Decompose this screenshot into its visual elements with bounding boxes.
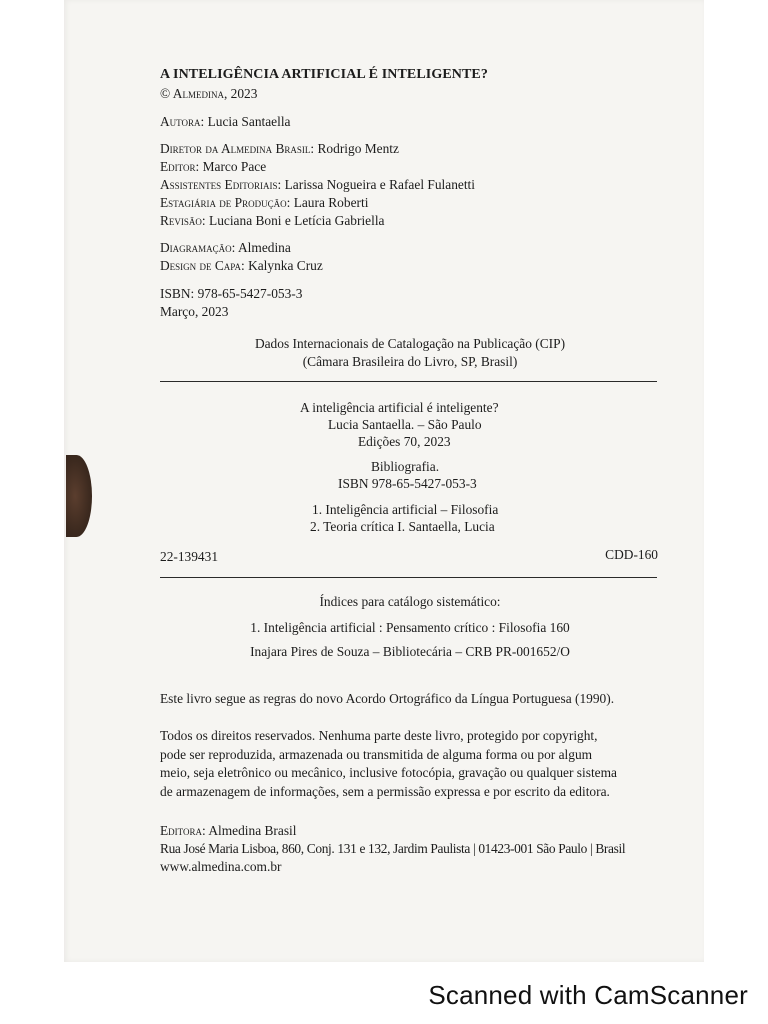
- cip-top-rule: [160, 381, 657, 382]
- author-credit: [160, 113, 291, 130]
- intern-label: Estagiária de Produção:: [160, 195, 291, 210]
- editor-name: Marco Pace: [202, 159, 267, 174]
- rights-line: meio, seja eletrônico ou mecânico, inclusive fotocópia, gravação ou qualquer sistema: [160, 765, 617, 781]
- cip-heading: Dados Internacionais de Catalogação na Publicação (CIP): [254, 336, 566, 351]
- editor-label: Editor:: [160, 159, 200, 174]
- rights-paragraph: [160, 727, 665, 801]
- intern-name: Laura Roberti: [293, 195, 369, 210]
- orthography-note: Este livro segue as regras do novo Acordo Ortográfico da Língua Portuguesa (1990).: [160, 691, 615, 706]
- cdd-number: CDD-160: [605, 547, 658, 562]
- copyright-line: © Almedina, 2023: [160, 86, 258, 101]
- cip-subheading: (Câmara Brasileira do Livro, SP, Brasil): [302, 354, 518, 369]
- publisher-label: Editora:: [160, 823, 206, 838]
- publisher-name: Almedina Brasil: [208, 823, 297, 838]
- assistants-label: Assistentes Editoriais:: [160, 177, 282, 192]
- cip-subject-1: 1. Inteligência artificial – Filosofia: [312, 502, 499, 517]
- director-label: Diretor da Almedina Brasil:: [160, 141, 315, 156]
- isbn-line: ISBN: 978-65-5427-053-3: [160, 286, 303, 301]
- cover-label: Design de Capa:: [160, 258, 245, 273]
- control-number: 22-139431: [160, 549, 219, 564]
- index-heading: Índices para catálogo sistemático:: [319, 594, 501, 609]
- layout-credit: [160, 239, 291, 256]
- cover-name: Kalynka Cruz: [248, 258, 323, 273]
- author-name: Lucia Santaella: [207, 114, 291, 129]
- publisher-credit: [160, 822, 296, 839]
- cip-subject-2: 2. Teoria crítica I. Santaella, Lucia: [310, 519, 495, 534]
- publisher-address: Rua José Maria Lisboa, 860, Conj. 131 e 132, Jardim Paulista | 01423-001 São Paulo | Brasil: [160, 841, 626, 856]
- cip-bibliography: Bibliografia.: [371, 459, 440, 474]
- index-entry: 1. Inteligência artificial : Pensamento crítico : Filosofia 160: [250, 620, 570, 635]
- publication-date: Março, 2023: [160, 304, 229, 319]
- camscanner-watermark: Scanned with CamScanner: [428, 980, 748, 1010]
- librarian-credit: Inajara Pires de Souza – Bibliotecária – CRB PR-001652/O: [250, 644, 570, 659]
- layout-name: Almedina: [238, 240, 291, 255]
- cover-credit: [160, 257, 323, 274]
- assistants-credit: [160, 176, 475, 193]
- director-name: Rodrigo Mentz: [317, 141, 399, 156]
- cip-bottom-rule: [160, 577, 657, 578]
- cip-entry-publisher: Edições 70, 2023: [358, 434, 451, 449]
- revision-credit: [160, 212, 385, 229]
- cip-entry-title: A inteligência artificial é inteligente?: [300, 400, 499, 415]
- author-label: Autora:: [160, 114, 205, 129]
- intern-credit: [160, 194, 368, 211]
- book-title: A INTELIGÊNCIA ARTIFICIAL É INTELIGENTE?: [160, 67, 488, 82]
- cip-entry-author: Lucia Santaella. – São Paulo: [328, 417, 482, 432]
- director-credit: [160, 140, 399, 157]
- rights-line: de armazenagem de informações, sem a permissão expressa e por escrito da editora.: [160, 783, 610, 799]
- revision-label: Revisão:: [160, 213, 206, 228]
- layout-label: Diagramação:: [160, 240, 236, 255]
- revision-names: Luciana Boni e Letícia Gabriella: [209, 213, 385, 228]
- rights-line: Todos os direitos reservados. Nenhuma parte deste livro, protegido por copyright,: [160, 728, 598, 743]
- assistants-names: Larissa Nogueira e Rafael Fulanetti: [284, 177, 475, 192]
- editor-credit: [160, 158, 266, 175]
- rights-line: pode ser reproduzida, armazenada ou transmitida de alguma forma ou por algum: [160, 746, 593, 762]
- cip-isbn: ISBN 978-65-5427-053-3: [338, 476, 477, 491]
- publisher-website: www.almedina.com.br: [160, 859, 282, 874]
